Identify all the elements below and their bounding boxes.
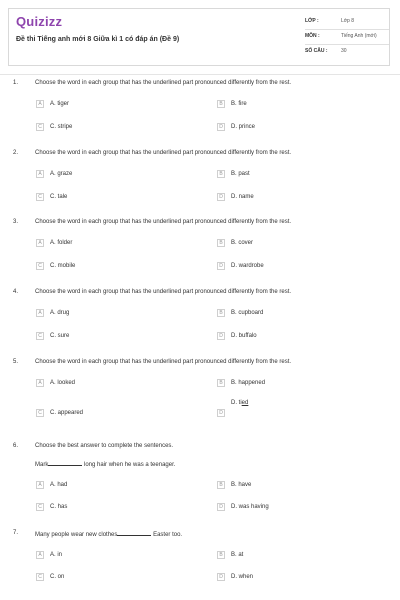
option-text: B. past: [231, 170, 250, 177]
option-box[interactable]: B: [217, 309, 225, 317]
question-number: 4.: [13, 289, 19, 295]
meta-row-count: [305, 45, 389, 60]
option-box[interactable]: C: [36, 409, 44, 417]
underlined-part: ed: [241, 399, 249, 406]
question-number: 5.: [13, 359, 19, 365]
option-box[interactable]: A: [36, 239, 44, 247]
option-box[interactable]: C: [36, 193, 44, 201]
option-box[interactable]: D: [217, 193, 225, 201]
option-box[interactable]: A: [36, 170, 44, 178]
option-text: C. has: [50, 503, 68, 510]
answer-blank: [117, 530, 151, 536]
option-text: D. prince: [231, 123, 256, 130]
option-text: A. tiger: [50, 100, 70, 107]
option-box[interactable]: C: [36, 573, 44, 581]
option-text: C. mobile: [50, 262, 76, 269]
question-number: 3.: [13, 219, 19, 225]
worksheet-title: Đề thi Tiếng anh mới 8 Giữa kì 1 có đáp án (Đề 9): [16, 36, 180, 43]
option-box[interactable]: D: [217, 332, 225, 340]
question-sentence: Mark long hair when he was a teenager.: [35, 462, 176, 468]
question-text: Choose the word in each group that has the underlined part pronounced differently from the rest.: [35, 289, 292, 295]
option-text: C. on: [50, 573, 65, 580]
option-text: A. had: [50, 481, 68, 488]
meta-key: MÔN :: [305, 33, 320, 39]
quizizz-logo[interactable]: Quizizz: [16, 14, 63, 29]
option-box[interactable]: D: [217, 262, 225, 270]
meta-key: SỐ CÂU :: [305, 48, 328, 54]
option-box[interactable]: B: [217, 481, 225, 489]
option-text: D. when: [231, 573, 254, 580]
option-text: C. tale: [50, 193, 68, 200]
option-box[interactable]: B: [217, 170, 225, 178]
option-text: D. buffalo: [231, 332, 257, 339]
option-box[interactable]: D: [217, 123, 225, 131]
meta-row-subject: [305, 30, 389, 45]
option-text: B. happened: [231, 379, 266, 386]
option-box[interactable]: B: [217, 551, 225, 559]
option-text: D. wardrobe: [231, 262, 264, 269]
meta-value: Tiếng Anh (mới): [341, 33, 377, 39]
option-text: A. drug: [50, 309, 70, 316]
option-text: C. sure: [50, 332, 70, 339]
option-text: B. have: [231, 481, 252, 488]
question-number: 6.: [13, 443, 19, 449]
option-text: A. graze: [50, 170, 73, 177]
option-text: B. at: [231, 551, 244, 558]
option-text: D. name: [231, 193, 254, 200]
option-text: A. looked: [50, 379, 76, 386]
option-text: A. folder: [50, 239, 73, 246]
question-text: Choose the word in each group that has the underlined part pronounced differently from the rest.: [35, 219, 292, 225]
meta-value: 30: [341, 48, 347, 54]
option-text: D. was having: [231, 503, 269, 510]
answer-blank: [48, 460, 82, 466]
option-box[interactable]: C: [36, 332, 44, 340]
question-text: Choose the word in each group that has the underlined part pronounced differently from the rest.: [35, 80, 292, 86]
option-text: B. cover: [231, 239, 254, 246]
option-box[interactable]: B: [217, 239, 225, 247]
option-text: C. stripe: [50, 123, 73, 130]
option-text: B. cupboard: [231, 309, 264, 316]
meta-key: LỚP :: [305, 18, 319, 24]
option-box[interactable]: B: [217, 379, 225, 387]
meta-value: Lớp 8: [341, 18, 355, 24]
header-divider: [0, 74, 400, 75]
option-box[interactable]: C: [36, 262, 44, 270]
option-text: A. in: [50, 551, 63, 558]
option-box[interactable]: D: [217, 573, 225, 581]
option-box[interactable]: D: [217, 503, 225, 511]
option-box[interactable]: A: [36, 481, 44, 489]
question-number: 1.: [13, 80, 19, 86]
meta-row-class: [305, 15, 389, 30]
question-number: 2.: [13, 150, 19, 156]
option-box[interactable]: B: [217, 100, 225, 108]
question-text: Choose the best answer to complete the sentences.: [35, 443, 174, 449]
question-text: Many people wear new clothes Easter too.: [35, 532, 183, 538]
question-text: Choose the word in each group that has the underlined part pronounced differently from the rest.: [35, 359, 292, 365]
question-text: Choose the word in each group that has the underlined part pronounced differently from the rest.: [35, 150, 292, 156]
option-box[interactable]: D: [217, 409, 225, 417]
option-box[interactable]: A: [36, 100, 44, 108]
option-box[interactable]: A: [36, 379, 44, 387]
option-text: B. fire: [231, 100, 247, 107]
option-box[interactable]: A: [36, 551, 44, 559]
option-box[interactable]: C: [36, 503, 44, 511]
worksheet-header: [8, 8, 390, 66]
option-text: C. appeared: [50, 409, 84, 416]
option-text: D. tied: [231, 399, 249, 406]
option-box[interactable]: A: [36, 309, 44, 317]
option-box[interactable]: C: [36, 123, 44, 131]
worksheet-meta: [305, 15, 389, 60]
question-number: 7.: [13, 530, 19, 536]
